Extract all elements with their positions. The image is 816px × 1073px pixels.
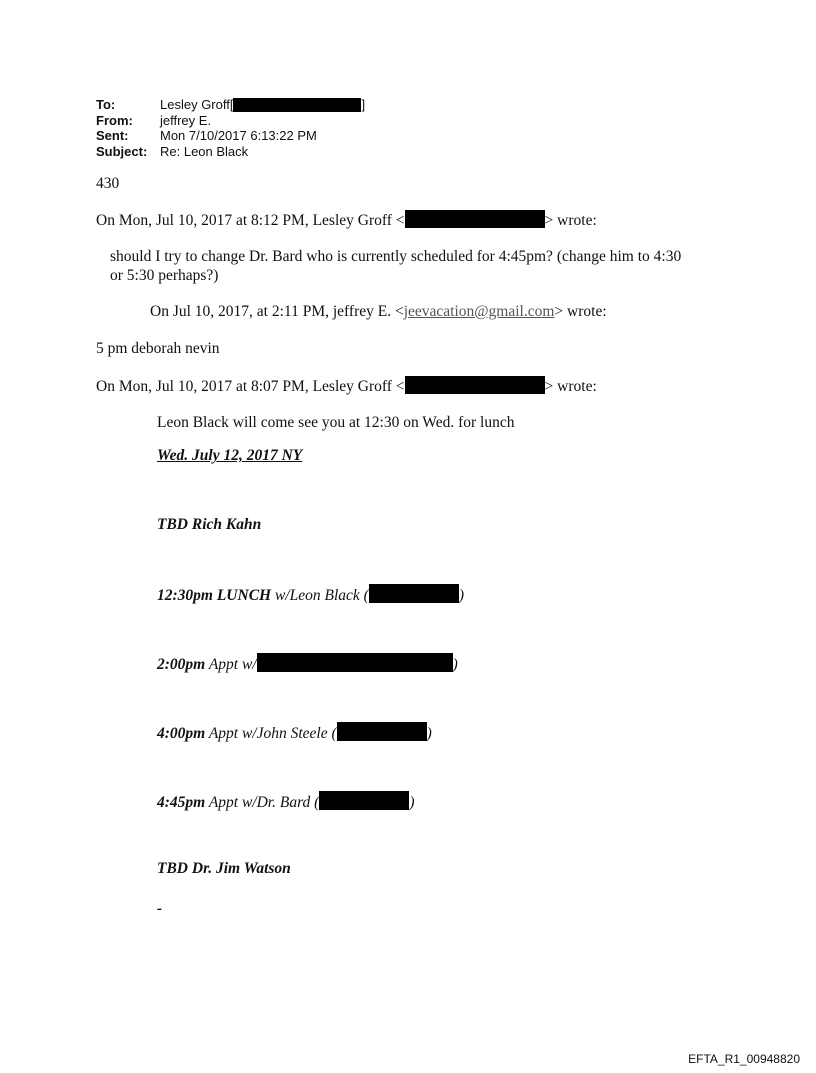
leon-message: Leon Black will come see you at 12:30 on Wed. for lunch bbox=[157, 414, 515, 431]
schedule-item-1: 12:30pm LUNCH w/Leon Black ( ) bbox=[157, 584, 464, 605]
redaction-box bbox=[337, 722, 427, 741]
reply-text: 430 bbox=[96, 175, 120, 192]
schedule-item-4: 4:45pm Appt w/Dr. Bard ( ) bbox=[157, 791, 415, 812]
to-label: To: bbox=[96, 97, 116, 112]
groff-message-line-1: should I try to change Dr. Bard who is currently scheduled for 4:45pm? (change him to 4:30 bbox=[110, 248, 682, 265]
schedule-item-3: 4:00pm Appt w/John Steele ( ) bbox=[157, 722, 432, 743]
redaction-box bbox=[405, 210, 545, 228]
schedule-tbd-1: TBD Rich Kahn bbox=[157, 516, 262, 533]
schedule-tbd-2: TBD Dr. Jim Watson bbox=[157, 860, 291, 877]
redaction-box bbox=[405, 376, 545, 394]
to-row bbox=[96, 97, 365, 113]
quote-header-2: On Jul 10, 2017, at 2:11 PM, jeffrey E. <jeevacation@gmail.com> wrote: bbox=[150, 303, 607, 320]
redaction-box bbox=[257, 653, 453, 672]
redaction-box bbox=[319, 791, 409, 810]
from-label: From: bbox=[96, 112, 133, 128]
schedule-item-2: 2:00pm Appt w/ ) bbox=[157, 653, 458, 674]
subject-value: Re: Leon Black bbox=[160, 143, 249, 159]
groff-message-line-2: or 5:30 perhaps?) bbox=[110, 267, 219, 284]
sent-row bbox=[96, 128, 365, 144]
quote-header-1: On Mon, Jul 10, 2017 at 8:12 PM, Lesley Groff < > wrote: bbox=[96, 212, 597, 229]
subject-row bbox=[96, 144, 365, 160]
schedule-date-heading: Wed. July 12, 2017 NY bbox=[157, 447, 303, 464]
to-value: Lesley Groff[ ] bbox=[160, 97, 366, 112]
sent-label: Sent: bbox=[96, 128, 129, 143]
schedule-dash: - bbox=[157, 900, 163, 917]
bates-number: EFTA_R1_00948820 bbox=[688, 1052, 800, 1066]
redaction-box bbox=[369, 584, 459, 603]
from-row bbox=[96, 113, 365, 129]
jeffrey-message: 5 pm deborah nevin bbox=[96, 340, 220, 357]
subject-label: Subject: bbox=[96, 143, 148, 159]
sent-value: Mon 7/10/2017 6:13:22 PM bbox=[160, 128, 317, 143]
email-header bbox=[96, 97, 365, 159]
redaction-box bbox=[233, 98, 361, 112]
email-link[interactable]: jeevacation@gmail.com bbox=[403, 303, 555, 320]
from-value: jeffrey E. bbox=[160, 112, 212, 128]
quote-header-3: On Mon, Jul 10, 2017 at 8:07 PM, Lesley Groff < > wrote: bbox=[96, 378, 597, 395]
